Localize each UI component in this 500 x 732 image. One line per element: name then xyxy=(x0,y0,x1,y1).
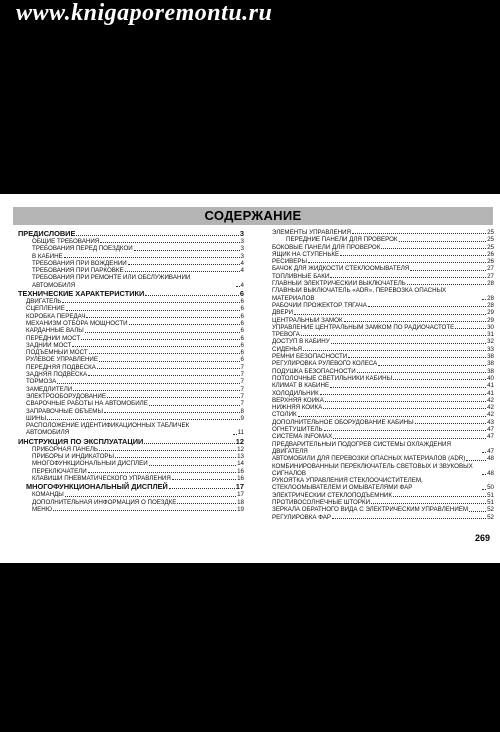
toc-entry-page: 3 xyxy=(240,245,244,253)
toc-entry-title: ПРИБОРЫ И ИНДИКАТОРЫ xyxy=(32,453,115,461)
dot-leader xyxy=(149,465,236,466)
toc-entry xyxy=(18,342,244,349)
toc-entry-page: 13 xyxy=(237,453,244,461)
toc-entry xyxy=(18,313,244,320)
toc-entry-title: БОКОВЫЕ ПАНЕЛИ ДЛЯ ПРОВЕРОК xyxy=(272,243,381,251)
dot-leader xyxy=(99,450,236,451)
dot-leader xyxy=(332,518,486,519)
toc-entry-title: ЗАДНИЙ МОСТ xyxy=(26,341,72,349)
dot-leader xyxy=(100,242,239,243)
toc-entry-title: КОРОБКА ПЕРЕДАЧ xyxy=(26,312,86,320)
toc-entry-title: ПЕРЕКЛЮЧАТЕЛИ xyxy=(32,467,87,475)
toc-entry-page: 26 xyxy=(487,250,494,258)
toc-entry-title: СИСТЕМА INFOMAX xyxy=(272,433,333,441)
toc-entry-title: РЕСИВЕРЫ xyxy=(272,258,308,266)
toc-entry xyxy=(18,371,244,378)
toc-entry-page: 41 xyxy=(487,389,494,397)
toc-entry-page: 6 xyxy=(240,305,244,313)
toc-entry xyxy=(272,514,494,521)
toc-entry xyxy=(272,317,494,324)
toc-entry-title: ПРОТИВОСОЛНЕЧНЫЕ ШТОРКИ xyxy=(272,498,371,506)
toc-entry-title: НИЖНЯЯ КОЙКА xyxy=(272,404,323,412)
toc-entry-title: ПЕРЕДНЯЯ ПОДВЕСКА xyxy=(26,363,96,371)
toc-entry xyxy=(18,320,244,327)
dot-leader xyxy=(330,277,486,278)
toc-entry-title: СЦЕПЛЕНИЕ xyxy=(26,305,65,313)
toc-entry-title: МЕХАНИЗМ ОТБОРА МОЩНОСТИ xyxy=(26,319,128,327)
toc-entry-title: ТРЕБОВАНИЯ ПЕРЕД ПОЕЗДКОЙ xyxy=(32,245,133,253)
toc-entry-title: РУЛЕВОЕ УПРАВЛЕНИЕ xyxy=(26,356,98,364)
toc-entry xyxy=(272,419,494,426)
toc-entry xyxy=(18,305,244,312)
toc-entry-title: СИДЕНЬЯ xyxy=(272,345,302,353)
toc-entry-page: 38 xyxy=(487,367,494,375)
toc-entry-page: 52 xyxy=(487,513,494,521)
toc-entry xyxy=(272,455,494,462)
dot-leader xyxy=(144,443,234,444)
toc-entry-title: ТОПЛИВНЫЕ БАКИ xyxy=(272,272,330,280)
toc-entry xyxy=(18,482,244,491)
toc-entry-title: ШИНЫ xyxy=(26,414,47,422)
toc-entry xyxy=(18,393,244,400)
toc-entry xyxy=(272,346,494,353)
dot-leader xyxy=(323,408,486,409)
toc-entry-page: 7 xyxy=(240,371,244,379)
toc-entry-page: 6 xyxy=(240,349,244,357)
toc-entry-page: 19 xyxy=(237,505,244,513)
toc-entry xyxy=(18,468,244,475)
toc-entry xyxy=(18,245,244,252)
toc-entry-page: 12 xyxy=(235,436,244,446)
toc-entry-page: 25 xyxy=(487,236,494,244)
toc-entry-page: 38 xyxy=(487,353,494,361)
toc-entry xyxy=(272,404,494,411)
toc-entry-page: 52 xyxy=(487,506,494,514)
toc-entry xyxy=(18,238,244,245)
dot-leader xyxy=(330,387,486,388)
toc-entry-title: ДВЕРИ xyxy=(272,309,294,317)
toc-entry xyxy=(18,408,244,415)
dot-leader xyxy=(482,299,486,300)
toc-entry xyxy=(18,229,244,238)
dot-leader xyxy=(125,271,240,272)
toc-entry xyxy=(18,298,244,305)
toc-entry-page: 42 xyxy=(487,411,494,419)
dot-leader xyxy=(134,250,240,251)
toc-entry xyxy=(272,506,494,513)
dot-leader xyxy=(47,419,239,420)
toc-entry-title: КЛАВИШИ ПНЕВМАТИЧЕСКОГО УПРАВЛЕНИЯ xyxy=(32,474,171,482)
toc-entry-page: 4 xyxy=(240,281,244,289)
toc-entry xyxy=(272,331,494,338)
toc-entry-page: 17 xyxy=(235,482,244,492)
toc-entry-page: 47 xyxy=(487,433,494,441)
toc-entry-title: ДОПОЛНИТЕЛЬНАЯ ИНФОРМАЦИЯ О ПОЕЗДКЕ xyxy=(32,498,177,506)
toc-entry xyxy=(272,390,494,397)
toc-entry xyxy=(18,400,244,407)
dot-leader xyxy=(88,472,236,473)
toc-entry xyxy=(272,477,494,492)
toc-entry-page: 9 xyxy=(240,414,244,422)
toc-entry-title: УПРАВЛЕНИЕ ЦЕНТРАЛЬНЫМ ЗАМКОМ ПО РАДИОЧАСТОТЕ xyxy=(272,323,455,331)
dot-leader xyxy=(72,346,239,347)
toc-entry xyxy=(18,335,244,342)
toc-entry xyxy=(272,229,494,236)
toc-entry-page: 40 xyxy=(487,374,494,382)
toc-entry xyxy=(272,411,494,418)
toc-entry-title: ВЕРХНЯЯ КОЙКА xyxy=(272,396,324,404)
toc-entry-title: РЕМНИ БЕЗОПАСНОСТИ xyxy=(272,353,348,361)
toc-entry xyxy=(18,460,244,467)
dot-leader xyxy=(407,284,486,285)
dot-leader xyxy=(233,434,237,435)
title-band xyxy=(13,207,493,225)
dot-leader xyxy=(482,474,486,475)
dot-leader xyxy=(97,368,240,369)
toc-entry-page: 7 xyxy=(240,400,244,408)
toc-entry xyxy=(18,386,244,393)
toc-entry-title: ЦЕНТРАЛЬНЫЙ ЗАМОК xyxy=(272,316,343,324)
dot-leader xyxy=(149,405,240,406)
toc-entry xyxy=(18,378,244,385)
toc-entry-page: 26 xyxy=(487,258,494,266)
toc-entry-page: 6 xyxy=(240,341,244,349)
toc-entry xyxy=(272,265,494,272)
dot-leader xyxy=(236,286,240,287)
toc-entry-title: ГЛАВНЫЙ ЭЛЕКТРИЧЕСКИЙ ВЫКЛЮЧАТЕЛЬ xyxy=(272,280,406,288)
toc-entry-page: 43 xyxy=(487,418,494,426)
toc-entry-page: 7 xyxy=(240,378,244,386)
dot-leader xyxy=(415,423,487,424)
toc-entry-page: 7 xyxy=(240,363,244,371)
toc-entry xyxy=(18,499,244,506)
toc-column-right xyxy=(272,229,494,521)
toc-entry-title: ПОДУШКА БЕЗОПАСНОСТИ xyxy=(272,367,356,375)
toc-entry xyxy=(272,324,494,331)
toc-entry-title: ОБЩИЕ ТРЕБОВАНИЯ xyxy=(32,238,100,245)
toc-entry-page: 27 xyxy=(487,272,494,280)
toc-entry-title: СВАРОЧНЫЕ РАБОТЫ НА АВТОМОБИЛЕ xyxy=(26,400,148,408)
dot-leader xyxy=(298,416,486,417)
page-number: 269 xyxy=(474,533,490,543)
dot-leader xyxy=(410,270,486,271)
toc-entry xyxy=(272,236,494,243)
dot-leader xyxy=(357,372,486,373)
toc-entry-title: ХОЛОДИЛЬНИК xyxy=(272,389,319,397)
toc-entry-page: 47 xyxy=(487,426,494,434)
toc-entry-title: ОГНЕТУШИТЕЛЬ xyxy=(272,426,323,434)
dot-leader xyxy=(393,379,486,380)
toc-entry-page: 6 xyxy=(239,289,244,299)
toc-entry-title: ПОДЪЕМНЫЙ МОСТ xyxy=(26,349,88,357)
toc-entry-page: 42 xyxy=(487,404,494,412)
toc-entry-title: ТРЕБОВАНИЯ ПРИ РЕМОНТЕ ИЛИ ОБСЛУЖИВАНИИ АВТОМОБИЛЯ xyxy=(32,274,191,289)
toc-entry-page: 16 xyxy=(237,467,244,475)
dot-leader xyxy=(145,295,239,296)
toc-entry xyxy=(18,356,244,363)
toc-entry xyxy=(18,349,244,356)
dot-leader xyxy=(352,233,486,234)
toc-entry-title: ПРИБОРНАЯ ПАНЕЛЬ xyxy=(32,445,99,453)
toc-entry-page: 33 xyxy=(487,345,494,353)
toc-entry-title: ЭЛЕКТРИЧЕСКИЙ СТЕКЛОПОДЪЕМНИК xyxy=(272,491,392,499)
dot-leader xyxy=(303,350,486,351)
toc-entry-title: ТРЕБОВАНИЯ ПРИ ПАРКОВКЕ xyxy=(32,267,124,275)
toc-entry-title: ЗАДНЯЯ ПОДВЕСКА xyxy=(26,371,88,379)
toc-entry-title: МЕНЮ xyxy=(32,505,53,513)
toc-entry-title: МНОГОФУНКЦИОНАЛЬНЫЙ ДИСПЛЕЙ xyxy=(26,482,168,492)
toc-entry-title: РЕГУЛИРОВКА ФАР xyxy=(272,513,332,521)
toc-entry xyxy=(18,422,244,437)
dot-leader xyxy=(172,479,236,480)
toc-entry-page: 32 xyxy=(487,338,494,346)
dot-leader xyxy=(378,365,486,366)
dot-leader xyxy=(53,510,236,511)
toc-entry-page: 3 xyxy=(240,252,244,260)
toc-entry-title: КОМБИНИРОВАННЫЙ ПЕРЕКЛЮЧАТЕЛЬ СВЕТОВЫХ И ЗВУКОВЫХ СИГНАЛОВ xyxy=(272,462,473,477)
toc-entry xyxy=(272,441,494,456)
dot-leader xyxy=(64,257,240,258)
toc-entry-title: ДВИГАТЕЛЬ xyxy=(26,298,62,306)
dot-leader xyxy=(73,390,239,391)
dot-leader xyxy=(107,397,240,398)
toc-entry-title: СТОЛИК xyxy=(272,411,297,419)
dot-leader xyxy=(128,264,240,265)
toc-entry-title: РАБОЧИЙ ПРОЖЕКТОР ТЯГАЧА xyxy=(272,301,367,309)
page-title: СОДЕРЖАНИЕ xyxy=(204,208,302,223)
toc-entry-page: 50 xyxy=(487,484,494,492)
toc-entry xyxy=(18,260,244,267)
dot-leader xyxy=(455,328,486,329)
dot-leader xyxy=(301,335,486,336)
toc-entry-title: РАСПОЛОЖЕНИЕ ИДЕНТИФИКАЦИОННЫХ ТАБЛИЧЕК АВТОМОБИЛЯ xyxy=(26,422,190,437)
toc-entry-title: ТРЕБОВАНИЯ ПРИ ВОЖДЕНИИ xyxy=(32,259,127,267)
dot-leader xyxy=(333,438,486,439)
dot-leader xyxy=(85,332,240,333)
toc-entry-page: 3 xyxy=(239,229,244,238)
toc-entry-title: ПЕРЕДНИЕ ПАНЕЛИ ДЛЯ ПРОВЕРОК xyxy=(286,236,398,244)
toc-entry-page: 6 xyxy=(240,319,244,327)
toc-entry-page: 42 xyxy=(487,396,494,404)
toc-entry xyxy=(18,289,244,298)
toc-entry-page: 6 xyxy=(240,312,244,320)
toc-entry-title: ПЕРЕДНИЙ МОСТ xyxy=(26,334,81,342)
toc-entry-page: 14 xyxy=(237,460,244,468)
toc-entry-page: 48 xyxy=(487,455,494,463)
dot-leader xyxy=(115,457,236,458)
toc-entry-title: ПОТОЛОЧНЫЕ СВЕТИЛЬНИКИ КАБИНЫ xyxy=(272,374,393,382)
toc-entry-page: 25 xyxy=(487,229,494,236)
toc-entry-title: ДОСТУП В КАБИНУ xyxy=(272,338,330,346)
toc-entry xyxy=(18,446,244,453)
toc-entry-page: 30 xyxy=(487,323,494,331)
dot-leader xyxy=(294,314,486,315)
dot-leader xyxy=(482,489,486,490)
toc-entry-page: 7 xyxy=(240,392,244,400)
toc-entry-page: 28 xyxy=(487,294,494,302)
toc-entry-title: ЭЛЕКТРООБОРУДОВАНИЕ xyxy=(26,392,106,400)
toc-entry xyxy=(18,475,244,482)
toc-entry-title: БАЧОК ДЛЯ ЖИДКОСТИ СТЕКЛООМЫВАТЕЛЯ xyxy=(272,265,410,273)
toc-entry-title: ТОРМОЗА xyxy=(26,378,57,386)
dot-leader xyxy=(381,248,486,249)
toc-entry xyxy=(272,492,494,499)
toc-page xyxy=(0,194,500,563)
toc-entry xyxy=(18,267,244,274)
dot-leader xyxy=(320,394,486,395)
dot-leader xyxy=(348,357,486,358)
dot-leader xyxy=(57,383,239,384)
toc-entry-page: 11 xyxy=(237,429,244,437)
toc-entry xyxy=(272,433,494,440)
dot-leader xyxy=(66,310,240,311)
toc-entry-title: ЗАПРАВОЧНЫЕ ОБЪЕМЫ xyxy=(26,407,103,415)
watermark-url: www.knigaporemontu.ru xyxy=(16,0,273,26)
toc-entry xyxy=(272,463,494,478)
toc-entry xyxy=(272,287,494,302)
toc-entry xyxy=(272,353,494,360)
toc-entry-title: ЗЕРКАЛА ОБРАТНОГО ВИДА С ЭЛЕКТРИЧЕСКИМ УПРАВЛЕНИЕМ xyxy=(272,506,469,514)
toc-entry-title: ТЕХНИЧЕСКИЕ ХАРАКТЕРИСТИКИ xyxy=(18,289,145,299)
dot-leader xyxy=(371,503,486,504)
dot-leader xyxy=(344,321,487,322)
dot-leader xyxy=(104,412,240,413)
toc-entry-page: 16 xyxy=(237,474,244,482)
toc-entry-title: МНОГОФУНКЦИОНАЛЬНЫЙ ДИСПЛЕЙ xyxy=(32,460,148,468)
toc-entry xyxy=(272,258,494,265)
toc-entry-page: 28 xyxy=(487,280,494,288)
toc-entry xyxy=(272,375,494,382)
toc-entry xyxy=(18,453,244,460)
dot-leader xyxy=(99,361,240,362)
dot-leader xyxy=(399,241,487,242)
toc-entry-title: РЕГУЛИРОВКА РУЛЕВОГО КОЛЕСА xyxy=(272,360,378,368)
toc-entry xyxy=(272,426,494,433)
toc-entry-page: 6 xyxy=(240,298,244,306)
toc-entry-page: 51 xyxy=(487,498,494,506)
toc-entry-page: 6 xyxy=(240,327,244,335)
toc-entry-page: 6 xyxy=(240,334,244,342)
toc-entry xyxy=(272,302,494,309)
toc-entry xyxy=(272,499,494,506)
toc-entry-title: ПРЕДВАРИТЕЛЬНЫЙ ПОДОГРЕВ СИСТЕМЫ ОХЛАЖДЕНИЯ ДВИГАТЕЛЯ xyxy=(272,440,451,455)
dot-leader xyxy=(129,324,240,325)
toc-column-left xyxy=(18,229,244,513)
toc-entry-page: 6 xyxy=(240,356,244,364)
toc-entry-page: 38 xyxy=(487,360,494,368)
toc-entry-page: 12 xyxy=(237,445,244,453)
toc-entry-page: 7 xyxy=(240,385,244,393)
toc-entry-page: 29 xyxy=(487,309,494,317)
toc-entry-page: 27 xyxy=(487,265,494,273)
toc-entry xyxy=(18,415,244,422)
toc-entry-page: 3 xyxy=(240,238,244,245)
toc-entry-title: ДОПОЛНИТЕЛЬНОЕ ОБОРУДОВАНИЕ КАБИНЫ xyxy=(272,418,414,426)
toc-entry xyxy=(272,338,494,345)
dot-leader xyxy=(331,343,486,344)
toc-entry-page: 31 xyxy=(487,331,494,339)
toc-entry-title: ЯЩИК НА СТУПЕНЬКЕ xyxy=(272,250,340,258)
toc-entry xyxy=(18,364,244,371)
toc-entry xyxy=(18,274,244,289)
dot-leader xyxy=(469,511,486,512)
toc-entry xyxy=(272,397,494,404)
toc-entry-page: 4 xyxy=(240,259,244,267)
dot-leader xyxy=(466,460,486,461)
dot-leader xyxy=(308,262,486,263)
toc-entry xyxy=(18,506,244,513)
toc-entry xyxy=(272,280,494,287)
dot-leader xyxy=(88,375,239,376)
dot-leader xyxy=(482,452,486,453)
toc-entry-page: 41 xyxy=(487,382,494,390)
toc-entry-page: 51 xyxy=(487,491,494,499)
dot-leader xyxy=(76,235,238,236)
dot-leader xyxy=(340,255,486,256)
toc-entry-page: 17 xyxy=(237,491,244,499)
toc-entry-title: КЛИМАТ В КАБИНЕ xyxy=(272,382,330,390)
toc-entry-page: 4 xyxy=(240,267,244,275)
dot-leader xyxy=(325,401,486,402)
toc-entry-page: 29 xyxy=(487,316,494,324)
dot-leader xyxy=(393,496,486,497)
toc-entry xyxy=(272,251,494,258)
dot-leader xyxy=(65,496,236,497)
toc-entry-title: ПРЕДИСЛОВИЕ xyxy=(18,229,76,238)
toc-entry xyxy=(272,368,494,375)
dot-leader xyxy=(169,488,235,489)
toc-entry xyxy=(272,309,494,316)
toc-entry-title: В КАБИНЕ xyxy=(32,252,63,260)
toc-entry-title: АВТОМОБИЛИ ДЛЯ ПЕРЕВОЗКИ ОПАСНЫХ МАТЕРИАЛОВ (ADR) xyxy=(272,455,466,463)
toc-entry-title: КАРДАННЫЕ ВАЛЫ xyxy=(26,327,84,335)
toc-entry xyxy=(18,253,244,260)
toc-entry xyxy=(18,491,244,498)
toc-entry-title: РУКОЯТКА УПРАВЛЕНИЯ СТЕКЛООЧИСТИТЕЛЕМ, СТЕКЛООМЫВАТЕЛЕМ И ОМЫВАТЕЛЯМИ ФАР xyxy=(272,477,423,492)
toc-entry xyxy=(272,382,494,389)
dot-leader xyxy=(81,339,239,340)
dot-leader xyxy=(62,302,239,303)
toc-entry-page: 28 xyxy=(487,301,494,309)
toc-entry-page: 48 xyxy=(487,469,494,477)
toc-entry-page: 47 xyxy=(487,447,494,455)
toc-entry xyxy=(272,244,494,251)
dot-leader xyxy=(324,430,486,431)
toc-entry-title: ТРЕВОГА xyxy=(272,331,300,339)
toc-entry-title: ИНСТРУКЦИЯ ПО ЭКСПЛУАТАЦИИ xyxy=(18,436,144,446)
dot-leader xyxy=(177,503,236,504)
toc-entry xyxy=(18,327,244,334)
dot-leader xyxy=(368,306,486,307)
toc-entry xyxy=(272,273,494,280)
toc-entry-title: ГЛАВНЫЙ ВЫКЛЮЧАТЕЛЬ «ADR», ПЕРЕВОЗКА ОПАСНЫХ МАТЕРИАЛОВ xyxy=(272,287,447,302)
toc-entry-title: ЭЛЕМЕНТЫ УПРАВЛЕНИЯ xyxy=(272,229,352,236)
toc-entry-page: 25 xyxy=(487,243,494,251)
dot-leader xyxy=(86,317,239,318)
dot-leader xyxy=(89,353,240,354)
toc-entry xyxy=(18,437,244,446)
toc-entry-page: 8 xyxy=(240,407,244,415)
toc-entry-title: ЗАМЕДЛИТЕЛИ xyxy=(26,385,73,393)
toc-entry-page: 18 xyxy=(237,498,244,506)
toc-entry xyxy=(272,360,494,367)
toc-entry-title: КОМАНДЫ xyxy=(32,491,64,499)
